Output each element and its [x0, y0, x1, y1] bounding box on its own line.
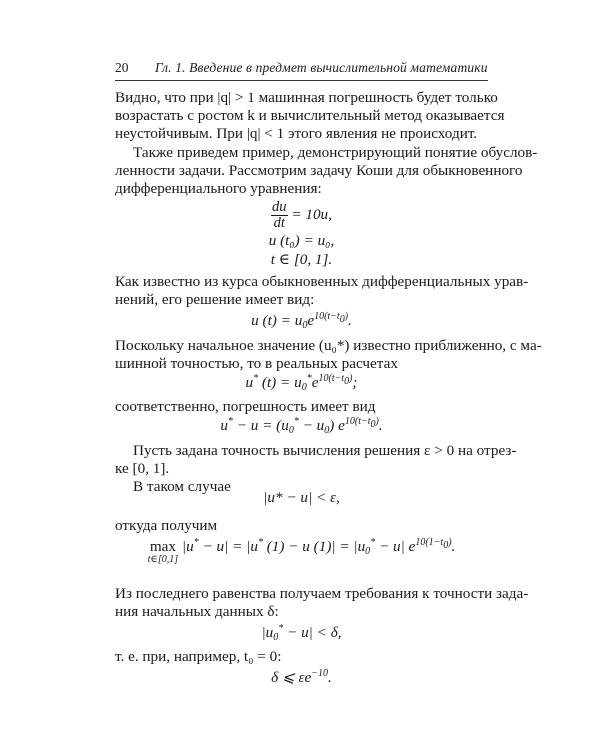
text-line: возрастать с ростом k и вычислительный метод оказывается: [115, 107, 505, 124]
text-line: ния начальных данных δ:: [115, 603, 279, 620]
max-limit: t∈[0,1]: [147, 554, 179, 565]
text-line: Также приведем пример, демонстрирующий понятие обуслов-: [133, 144, 538, 161]
text-line: Видно, что при |q| > 1 машинная погрешность будет только: [115, 89, 498, 106]
initial-condition: u (t₀) = u₀,: [268, 232, 335, 249]
ode-equation: [115, 200, 488, 231]
text-line: дифференциального уравнения:: [115, 180, 322, 197]
chapter-title: Гл. 1. Введение в предмет вычислительной математики: [155, 60, 488, 75]
page-number: 20: [115, 60, 129, 75]
text-line: ке [0, 1].: [115, 460, 170, 477]
text-line: шинной точностью, то в реальных расчетах: [115, 355, 398, 372]
text-line: Пусть задана точность вычисления решения ε > 0 на отрез-: [133, 442, 517, 459]
text-line: откуда получим: [115, 517, 218, 534]
max-label: max: [149, 538, 176, 555]
delta-bound: δ ⩽ $\varepsilon e^{-10}$.: [271, 668, 332, 686]
text-line: неустойчивым. При |q| < 1 этого явления не происходит.: [115, 125, 478, 142]
text-line: ленности задачи. Рассмотрим задачу Коши для обыкновенного: [115, 162, 523, 179]
text-line: Как известно из курса обыкновенных дифференциальных урав-: [115, 273, 529, 290]
fraction-denominator: dt: [273, 215, 285, 231]
max-operator: [148, 538, 178, 565]
text-line: Из последнего равенства получаем требования к точности зада-: [115, 585, 529, 602]
perturbed-solution-formula: u* $(t) = u_0^*e^{10(t-t_0)}$;: [245, 373, 358, 393]
fraction-numerator: du: [272, 199, 287, 215]
accuracy-condition: |u* − u| < ε,: [263, 489, 340, 506]
domain-condition: t ∈ [0, 1].: [270, 251, 333, 268]
running-head: [115, 60, 488, 81]
derivative-fraction: [271, 200, 288, 231]
text-line: соответственно, погрешность имеет вид: [115, 398, 376, 415]
solution-formula: u $(t) = u_0e^{10(t-t_0)}$.: [251, 311, 352, 331]
ode-rhs: = 10u,: [291, 205, 332, 223]
text-line: нений, его решение имеет вид:: [115, 291, 315, 308]
text-line: В таком случае: [133, 478, 231, 495]
delta-requirement: $|u_0^* - u| < \delta$,: [261, 623, 342, 643]
text-line: т. е. при, например, t₀ = 0:: [115, 648, 282, 665]
text-line: Поскольку начальное значение (u₀*) известно приближенно, с ма-: [115, 337, 542, 354]
error-formula: $u^* - u = (u_0^* - u_0)$ $e^{10(t-t_0)}$.: [220, 416, 383, 436]
max-error-formula: max t∈[0,1] |u* − u| = |u* (1) − u $(1)| = |u_0^* - u|$ $e^{10(1-t_0)}$.: [147, 537, 456, 565]
